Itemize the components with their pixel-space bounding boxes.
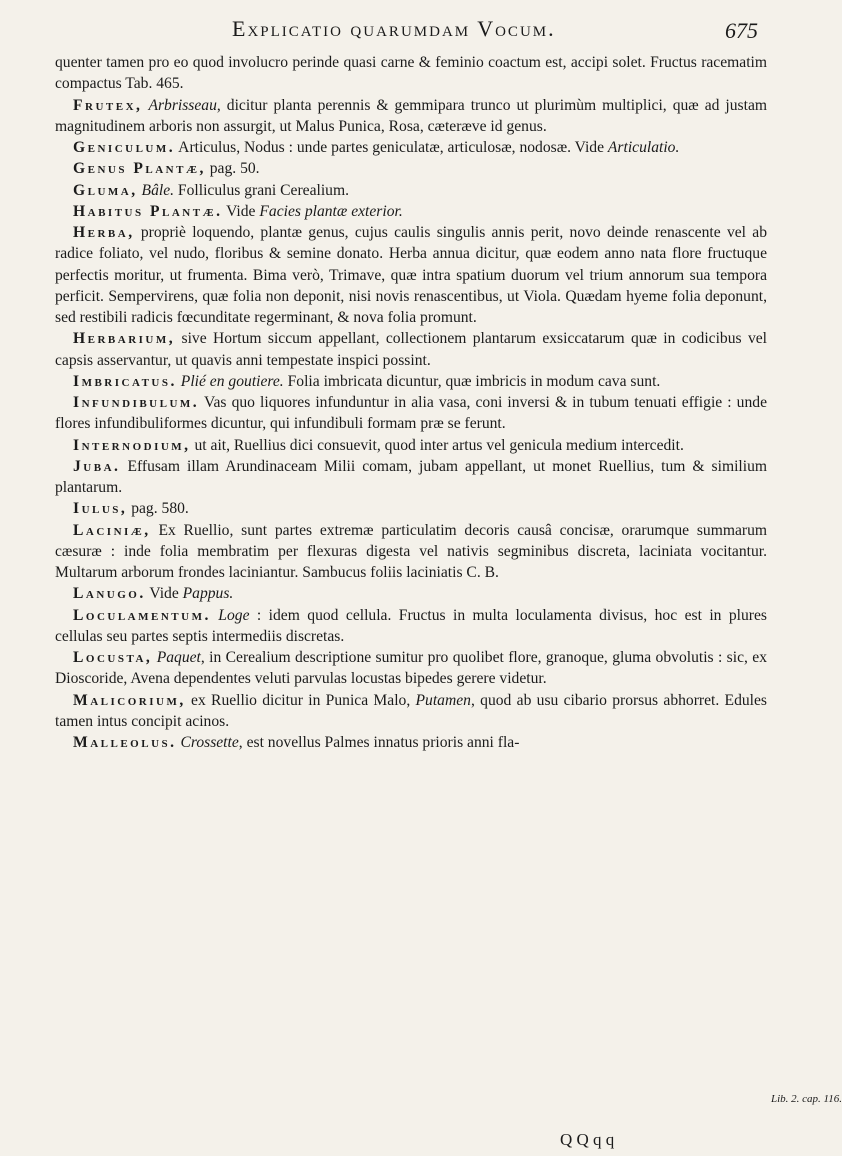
headword: Habitus Plantæ. — [73, 202, 223, 220]
signature-mark: Q Q q q — [560, 1130, 615, 1149]
entry-malleolus — [55, 732, 767, 753]
headword: Gluma, — [73, 181, 138, 199]
entry-geniculum — [55, 137, 767, 158]
glossary-body — [55, 52, 767, 753]
cross-reference: Facies plantæ exterior. — [259, 202, 403, 220]
definition: , est novellus Palmes innatus prioris anni fla- — [238, 734, 520, 751]
headword: Loculamentum. — [73, 606, 211, 624]
definition: sive Hortum siccum appellant, collectionem plantarum exsiccatarum quæ in codicibus vel capsis asservantur, ut quavis anni tempestate inspici possint. — [55, 330, 767, 369]
definition: Ex Ruellio, sunt partes extremæ particulatim decoris causâ concisæ, orarumque summarum cæsuræ : inde folia membratim per flexuras digesta vel nativis segminibus discreta, laciniata vocitantur. Multarum arborum frondes laciniantur. Sambucus foliis laciniatis C. B. — [55, 521, 767, 581]
entry-malicorium — [55, 690, 767, 733]
entry-lanugo — [55, 583, 767, 604]
headword: Lanugo. — [73, 585, 146, 603]
french-term: Putamen — [415, 691, 471, 709]
headword: Herba, — [73, 224, 135, 241]
cross-reference: Articulatio. — [607, 139, 680, 156]
french-term: Loge — [218, 606, 250, 624]
definition: , quod ab usu cibario prorsus abhorret. Edules tamen intus concipit acinos. — [55, 691, 767, 730]
entry-herbarium — [55, 328, 767, 371]
french-term: Arbrisseau — [148, 96, 217, 114]
definition: , in Cerealium descriptione sumitur pro quolibet flore, granoque, gluma obvolutis : sic, ex Dioscoride, Avena dependentes veluti parvulas locustas bipedes gerere videtur. — [55, 649, 767, 688]
definition: , dicitur planta perennis & gemmipara trunco ut plurimùm multiplici, quæ ad justam magnitudinem arboris non assurgit, ut Malus Punica, Rosa, cæteræve id genus. — [55, 96, 767, 135]
french-term: Crossette — [180, 734, 239, 751]
definition: Folliculus grani Cerealium. — [174, 181, 349, 199]
entry-frutex — [55, 95, 767, 138]
headword: Herbarium, — [73, 330, 176, 348]
headword: Malleolus. — [73, 734, 177, 751]
headword: Imbricatus. — [73, 372, 177, 390]
entry-imbricatus — [55, 371, 767, 392]
french-term: Plié en goutiere. — [180, 372, 284, 390]
entry-internodium — [55, 435, 767, 456]
definition: : idem quod cellula. Fructus in multa loculamenta divisus, hoc est in plures cellulas seu partes septis intermediis discretas. — [55, 606, 767, 645]
headword: Frutex, — [73, 96, 143, 114]
headword: Laciniæ, — [73, 521, 151, 539]
definition: ut ait, Ruellius dici consuevit, quod inter artus vel genicula medium intercedit. — [190, 436, 684, 454]
definition: Folia imbricata dicuntur, quæ imbricis in modum cava sunt. — [283, 372, 661, 390]
entry-gluma — [55, 180, 767, 201]
entry-continuation: quenter tamen pro eo quod involucro perinde quasi carne & feminio coactum est, accipi solet. Fructus racematim compactus Tab. 465. — [55, 54, 767, 93]
entry-juba — [55, 456, 767, 499]
definition: ex Ruellio dicitur in Punica Malo, — [185, 691, 416, 709]
margin-note: Lib. 2. cap. 116. — [771, 1093, 842, 1105]
definition: pag. 580. — [127, 500, 189, 518]
headword: Genus Plantæ, — [73, 160, 206, 178]
headword: Malicorium, — [73, 691, 186, 709]
french-term: Bâle. — [141, 181, 175, 199]
entry-locusta — [55, 647, 767, 690]
definition: Articulus, Nodus : unde partes geniculatæ, articulosæ, nodosæ. Vide — [175, 139, 608, 156]
entry-laciniae — [55, 520, 767, 584]
definition: Effusam illam Arundinaceam Milii comam, jubam appellant, ut monet Ruellius, tum & similium plantarum. — [55, 457, 767, 496]
headword: Juba. — [73, 457, 121, 475]
headword: Iulus, — [73, 500, 128, 518]
cross-reference: Pappus. — [182, 585, 234, 603]
definition: propriè loquendo, plantæ genus, cujus caulis singulis annis perit, novo deinde renascente vel ab radice foliato, vel nudo, floribus & semine donato. Herba annua dicitur, quæ eodem anno nata flore fructuque perfectis moritur, ut frumenta. Bima verò, Trimave, quæ intra spatium duorum vel trium annorum sua tempora perficit. Sempervirens, quæ folia non deponit, nisi novis renascentibus, ut Viola. Quædam hyeme folia deponunt, sed restibili radicis fœcunditate regerminant, & nova folia promunt. — [55, 224, 767, 326]
running-title: Explicatio quarumdam Vocum. — [232, 16, 556, 41]
entry-habitus-plantae — [55, 201, 767, 222]
entry-genus-plantae — [55, 158, 767, 179]
definition: Vide — [145, 585, 183, 603]
entry-infundibulum — [55, 392, 767, 435]
entry-herba — [55, 222, 767, 328]
french-term: Paquet — [156, 649, 201, 666]
definition: Vide — [222, 202, 260, 220]
definition: pag. 50. — [205, 160, 260, 178]
page-header — [0, 14, 800, 48]
entry-loculamentum — [55, 605, 767, 648]
headword: Internodium, — [73, 436, 191, 454]
headword: Geniculum. — [73, 139, 176, 156]
definition: Vas quo liquores infunduntur in alia vasa, coni inversi & in tubum tenuati effigie : unde flores infundibuliformes dicuntur, qui infundibuli formam præ se ferunt. — [55, 394, 767, 433]
page-number: 675 — [725, 18, 758, 43]
headword: Locusta, — [73, 649, 153, 666]
headword: Infundibulum. — [73, 394, 200, 411]
entry-iulus — [55, 498, 767, 519]
